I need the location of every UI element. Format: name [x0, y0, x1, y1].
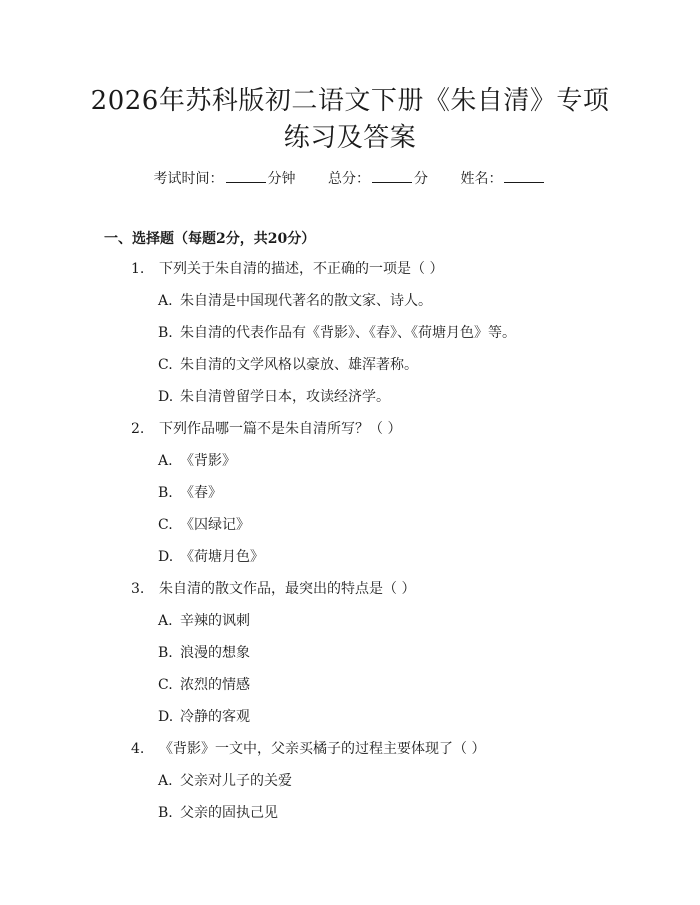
question-3 — [131, 579, 415, 599]
option-2c — [158, 515, 250, 535]
exam-score-blank — [372, 168, 412, 183]
option-3a — [158, 611, 250, 631]
option-label: D. — [158, 549, 174, 565]
option-text: 朱自清的代表作品有《背影》、《春》、《荷塘月色》等。 — [180, 325, 516, 341]
option-label: B. — [158, 805, 173, 821]
option-text: 朱自清的文学风格以豪放、雄浑著称。 — [180, 357, 418, 373]
page-title-line1: 2026年苏科版初二语文下册《朱自清》专项 — [90, 86, 610, 116]
option-text: 朱自清曾留学日本，攻读经济学。 — [180, 389, 390, 405]
exam-score — [328, 168, 428, 189]
exam-time-label: 考试时间： — [153, 171, 224, 187]
question-4 — [131, 739, 485, 759]
option-text: 浪漫的想象 — [180, 645, 250, 661]
option-1d — [158, 387, 390, 407]
option-text: 朱自清是中国现代著名的散文家、诗人。 — [180, 293, 432, 309]
question-2 — [131, 419, 401, 439]
exam-score-unit: 分 — [414, 171, 428, 187]
option-1b — [158, 323, 516, 343]
option-label: A. — [158, 613, 173, 629]
option-label: D. — [158, 389, 174, 405]
option-label: B. — [158, 645, 173, 661]
exam-info — [0, 168, 700, 189]
option-text: 冷静的客观 — [180, 709, 250, 725]
option-text: 辛辣的讽刺 — [180, 613, 250, 629]
option-text: 浓烈的情感 — [180, 677, 250, 693]
option-label: C. — [158, 677, 173, 693]
exam-name-blank — [504, 168, 544, 183]
option-label: A. — [158, 293, 173, 309]
exam-name — [460, 168, 546, 189]
option-3d — [158, 707, 250, 727]
question-text: 下列关于朱自清的描述，不正确的一项是（ ） — [159, 261, 444, 277]
exam-score-label: 总分： — [328, 171, 370, 187]
option-label: D. — [158, 709, 174, 725]
option-text: 《春》 — [180, 485, 222, 501]
question-number: 1. — [131, 261, 145, 277]
question-number: 2. — [131, 421, 145, 437]
option-3c — [158, 675, 250, 695]
exam-time — [154, 168, 296, 189]
exam-time-blank — [226, 168, 266, 183]
option-text: 《背影》 — [180, 453, 236, 469]
exam-name-label: 姓名： — [460, 171, 503, 187]
option-label: C. — [158, 517, 173, 533]
option-text: 父亲的固执己见 — [180, 805, 278, 821]
option-1c — [158, 355, 418, 375]
question-1 — [131, 259, 443, 279]
option-text: 《囚绿记》 — [180, 517, 250, 533]
option-label: C. — [158, 357, 173, 373]
option-text: 父亲对儿子的关爱 — [180, 773, 292, 789]
option-4a — [158, 771, 292, 791]
option-label: B. — [158, 325, 173, 341]
option-label: A. — [158, 453, 173, 469]
exam-time-unit: 分钟 — [267, 171, 296, 187]
option-1a — [158, 291, 432, 311]
question-text: 朱自清的散文作品，最突出的特点是（ ） — [159, 581, 416, 597]
option-2a — [158, 451, 236, 471]
question-text: 《背影》一文中，父亲买橘子的过程主要体现了（ ） — [159, 741, 486, 757]
question-text: 下列作品哪一篇不是朱自清所写？（ ） — [159, 421, 402, 437]
section-title: 一、选择题（每题2分，共20分） — [104, 231, 316, 247]
option-label: A. — [158, 773, 173, 789]
option-2b — [158, 483, 222, 503]
option-text: 《荷塘月色》 — [180, 549, 264, 565]
question-number: 3. — [131, 581, 145, 597]
page-title-line2: 练习及答案 — [283, 123, 417, 153]
option-3b — [158, 643, 250, 663]
option-label: B. — [158, 485, 173, 501]
question-number: 4. — [131, 741, 145, 757]
option-2d — [158, 547, 264, 567]
option-4b — [158, 803, 278, 823]
